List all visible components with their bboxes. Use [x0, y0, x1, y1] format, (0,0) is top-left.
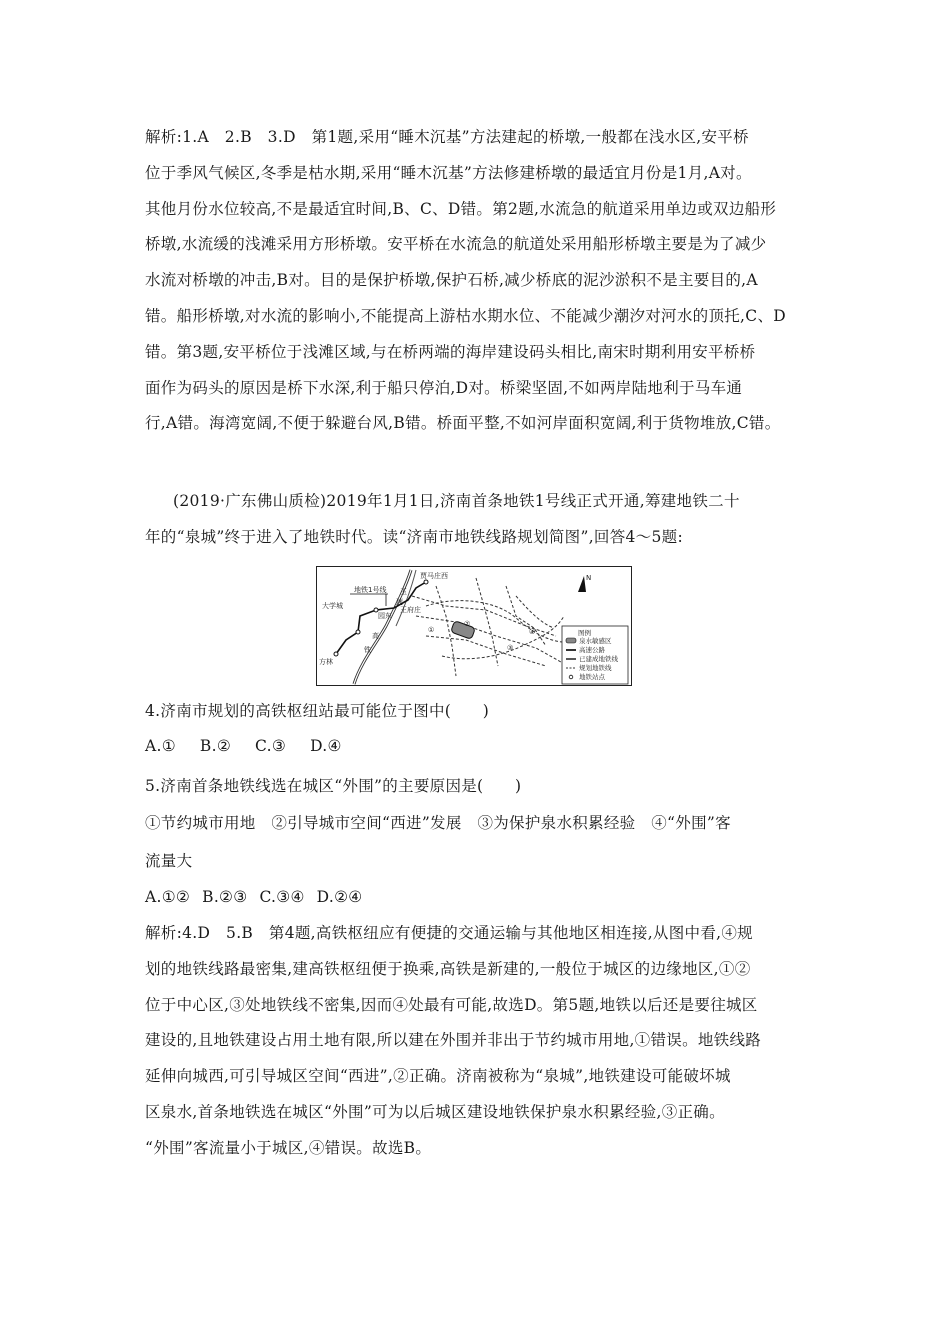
marker-1: ①: [428, 626, 435, 634]
option: C.③④: [259, 888, 305, 906]
label-fanglin: 方林: [319, 658, 333, 666]
option: A.①: [145, 737, 176, 755]
label-wangfuzhuang: 王府庄: [400, 606, 421, 614]
map-legend: [562, 626, 628, 684]
legend-item: 高速公路: [579, 646, 605, 654]
label-yu: 玉: [400, 588, 407, 596]
label-tie: 铁: [364, 646, 371, 654]
station-dot: [356, 630, 360, 634]
question-4: [145, 694, 815, 764]
analysis-2-line: 区泉水,首条地铁选在城区“外围”可为以后城区建设地铁保护泉水积累经验,③正确。: [145, 1102, 725, 1121]
analysis-1-line: 错。船形桥墩,对水流的影响小,不能提高上游枯水期水位、不能减少潮汐对河水的顶托,C、D: [145, 306, 786, 325]
analysis-2-line: 位于中心区,③处地铁线不密集,因而④处最有可能,故选D。第5题,地铁以后还是要往城区: [145, 995, 758, 1014]
legend-title: 图例: [578, 629, 591, 637]
analysis-1-line: 解析:1.A 2.B 3.D 第1题,采用“睡木沉基”方法建起的桥墩,一般都在浅水区,安平桥: [145, 128, 749, 146]
question-5-items: 流量大: [145, 852, 193, 870]
option: B.②③: [202, 888, 248, 906]
analysis-2-line: “外围”客流量小于城区,④错误。故选B。: [145, 1138, 432, 1157]
marker-3: ③: [507, 644, 514, 652]
question-intro: [145, 484, 815, 556]
north-label: N: [586, 574, 592, 582]
option: D.④: [310, 737, 342, 755]
analysis-2-line: 划的地铁线路最密集,建高铁枢纽便于换乘,高铁是新建的,一般位于城区的边缘地区,①②: [145, 959, 751, 978]
label-gao: 高: [372, 632, 379, 640]
analysis-1-paragraph: [145, 120, 815, 442]
label-line1: 地铁1号线: [354, 586, 387, 594]
analysis-1-line: 水流对桥墩的冲击,B对。目的是保护桥墩,保护石桥,减少桥底的泥沙淤积不是主要目的,A: [145, 271, 758, 290]
question-5-stem: 5.济南首条地铁线选在城区“外围”的主要原因是( ): [145, 777, 522, 795]
legend-item: 规划地铁线: [579, 664, 612, 672]
question-5-options: [145, 880, 815, 915]
option: C.③: [255, 737, 287, 755]
analysis-2-paragraph: [145, 916, 815, 1167]
label-daxuecheng: 大学城: [322, 602, 343, 610]
analysis-1-line: 错。第3题,安平桥位于浅滩区域,与在桥两端的海岸建设码头相比,南宋时期利用安平桥桥: [145, 342, 756, 361]
option: A.①②: [145, 888, 191, 906]
label-gongmazhuangxi: 贾马庄西: [420, 572, 448, 580]
option: B.②: [199, 737, 232, 755]
question-4-stem: 4.济南市规划的高铁枢纽站最可能位于图中( ): [145, 702, 490, 720]
analysis-2-line: 解析:4.D 5.B 第4题,高铁枢纽应有便捷的交通运输与其他地区相连接,从图中看,④规: [145, 924, 753, 942]
analysis-2-line: 建设的,且地铁建设占用土地有限,所以建在外围并非出于节约城市用地,①错误。地铁线路: [145, 1031, 762, 1050]
question-4-options: [145, 729, 815, 764]
marker-4: ④: [529, 628, 536, 636]
analysis-1-line: 位于季风气候区,冬季是枯水期,采用“睡木沉基”方法修建桥墩的最适宜月份是1月,A对。: [145, 163, 752, 182]
option: D.②④: [316, 888, 363, 906]
station-dot: [424, 580, 428, 584]
analysis-1-line: 面作为码头的原因是桥下水深,利于船只停泊,D对。桥梁坚固,不如两岸陆地利于马车通: [145, 378, 743, 397]
analysis-1-line: 其他月份水位较高,不是最适宜时间,B、C、D错。第2题,水流急的航道采用单边或双边船形: [145, 199, 777, 218]
label-yuandong: 园东: [378, 612, 392, 620]
legend-item: 泉水敏感区: [579, 637, 612, 645]
jinan-subway-map: [316, 566, 632, 686]
analysis-1-line: 桥墩,水流缓的浅滩采用方形桥墩。安平桥在水流急的航道处采用船形桥墩主要是为了减少: [145, 235, 767, 254]
label-su: 速: [396, 598, 403, 606]
intro-line: (2019·广东佛山质检)2019年1月1日,济南首条地铁1号线正式开通,筹建地铁二十: [173, 492, 740, 510]
analysis-2-line: 延伸向城西,可引导城区空间“西进”,②正确。济南被称为“泉城”,地铁建设可能破坏城: [145, 1067, 731, 1086]
question-5: [145, 769, 815, 915]
marker-2: ②: [464, 620, 471, 628]
intro-line: 年的“泉城”终于进入了地铁时代。读“济南市地铁线路规划简图”,回答4～5题:: [145, 527, 683, 546]
legend-item: 地铁站点: [579, 673, 605, 681]
question-5-items: ①节约城市用地 ②引导城市空间“西进”发展 ③为保护泉水积累经验 ④“外围”客: [145, 814, 731, 832]
analysis-1-line: 行,A错。海湾宽阔,不便于躲避台风,B错。桥面平整,不如河岸面积宽阔,利于货物堆放,C错。: [145, 414, 781, 433]
station-dot: [334, 652, 338, 656]
legend-item: 已建成地铁线: [579, 655, 618, 663]
